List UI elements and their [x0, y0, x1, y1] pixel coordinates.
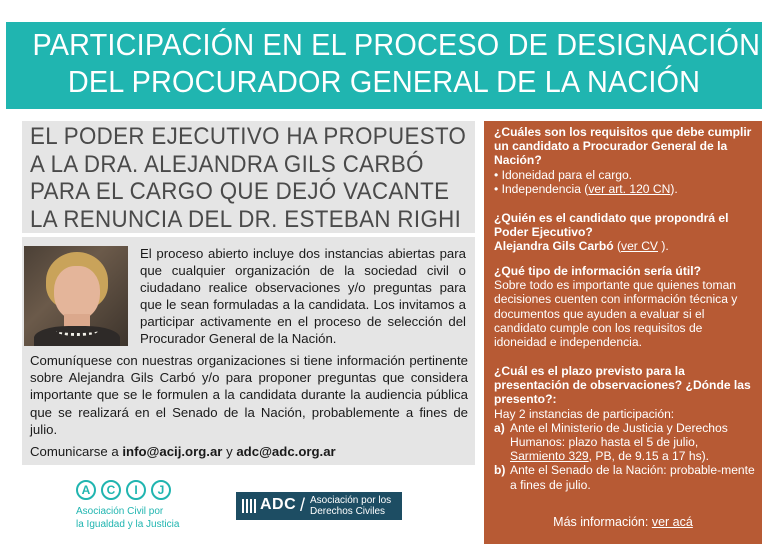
acij-letter-i: I	[126, 480, 146, 500]
faq-deadline-intro: Hay 2 instancias de participación:	[494, 406, 675, 421]
adc-sub-line2: Derechos Civiles	[310, 506, 386, 517]
faq-deadline	[494, 364, 756, 492]
acij-letter-a: A	[76, 480, 96, 500]
candidate-name: Alejandra Gils Carbó	[494, 239, 614, 254]
header-title-line2: DEL PROCURADOR GENERAL DE LA NACIÓN	[67, 64, 701, 99]
faq-deadline-item-a: a) Ante el Ministerio de Justicia y Derechos Humanos: plazo hasta el 5 de julio, Sarmiento 329, PB, de 9.15 a 17 hs).	[494, 420, 728, 464]
contact-emails	[30, 443, 468, 460]
headline-line1: EL PODER EJECUTIVO HA PROPUESTO	[30, 123, 467, 150]
adc-bars-icon	[242, 499, 256, 513]
email-adc-link[interactable]: adc@adc.org.ar	[236, 444, 336, 459]
acij-letters	[76, 480, 171, 500]
more-info-label: Más información:	[553, 515, 652, 529]
headline-line3: PARA EL CARGO QUE DEJÓ VACANTE	[30, 178, 450, 205]
faq-question-deadline: ¿Cuál es el plazo previsto para la presentación de observaciones? ¿Dónde las presento?:	[494, 364, 751, 407]
faq-information-answer: Sobre todo es importante que quienes toman decisiones cuenten con información técnica y documentos que ayuden a evaluar si el candidato cumple con los requisitos de idoneidad e independencia.	[494, 278, 738, 350]
headline-line2: A LA DRA. ALEJANDRA GILS CARBÓ	[30, 150, 424, 178]
acij-name	[76, 505, 179, 531]
faq-candidate	[494, 211, 756, 254]
link-more-info[interactable]: ver acá	[651, 515, 693, 529]
adc-sub-line1: Asociación por los	[310, 495, 392, 506]
header-title-line1: PARTICIPACIÓN EN EL PROCESO DE DESIGNACIÓN	[32, 27, 761, 62]
faq-item-idoneidad: • Idoneidad para el cargo.	[494, 167, 633, 182]
headline	[30, 123, 467, 233]
faq-requirements	[494, 125, 756, 196]
contact-text: Comuníquese con nuestras organizaciones si tiene información pertinente sobre Alejandra Gils Carbó y/o para proponer preguntas que considera importante que se le formulen a la candidata durante la audiencia pública que se realizará en el Senado de la Nación, probablemente a fines de julio.	[30, 353, 468, 437]
contact-joiner: y	[222, 444, 237, 459]
faq-information	[494, 264, 756, 349]
acij-name-line1: Asociación Civil por	[76, 506, 164, 517]
header-banner	[6, 22, 762, 109]
acij-letter-j: J	[151, 480, 171, 500]
adc-slash-icon: /	[300, 495, 306, 515]
intro-paragraph-1: El proceso abierto incluye dos instancias abiertas para que cualquier organización de la sociedad civil o ciudadano realice observaciones y/o preguntas para que le sean formuladas a la candidata.	[140, 246, 466, 313]
faq-candidate-answer: Alejandra Gils Carbó (ver CV ).	[494, 239, 669, 254]
intro-text	[140, 245, 466, 348]
more-info	[484, 515, 762, 529]
faq-question-candidate: ¿Quién es el candidato que propondrá el Poder Ejecutivo?	[494, 211, 729, 240]
link-art-120[interactable]: ver art. 120 CN	[588, 181, 671, 196]
headline-line4: LA RENUNCIA DEL DR. ESTEBAN RIGHI	[30, 205, 462, 233]
intro-paragraph-2: Los invitamos a participar activamente en el proceso de selección del Procurador General de la Nación.	[140, 297, 467, 347]
acij-logo	[76, 480, 186, 538]
link-cv[interactable]: ver CV	[621, 239, 658, 254]
candidate-photo	[24, 246, 128, 346]
acij-name-line2: la Igualdad y la Justicia	[76, 519, 180, 530]
faq-question-requirements: ¿Cuáles son los requisitos que debe cumplir un candidato a Procurador General de la Nación?	[494, 125, 752, 168]
faq-deadline-item-b: b) Ante el Senado de la Nación: probable-mente a fines de julio.	[494, 463, 755, 492]
contact-prefix: Comunicarse a	[30, 444, 123, 459]
faq-question-information: ¿Qué tipo de información sería útil?	[494, 264, 701, 278]
email-acij-link[interactable]: info@acij.org.ar	[122, 444, 223, 459]
link-sarmiento[interactable]: Sarmiento 329	[510, 449, 589, 464]
acij-letter-c: C	[101, 480, 121, 500]
divider	[22, 233, 475, 237]
adc-mark: ADC	[260, 496, 297, 513]
faq-item-independencia: • Independencia (ver art. 120 CN).	[494, 181, 678, 196]
adc-logo	[236, 492, 402, 520]
